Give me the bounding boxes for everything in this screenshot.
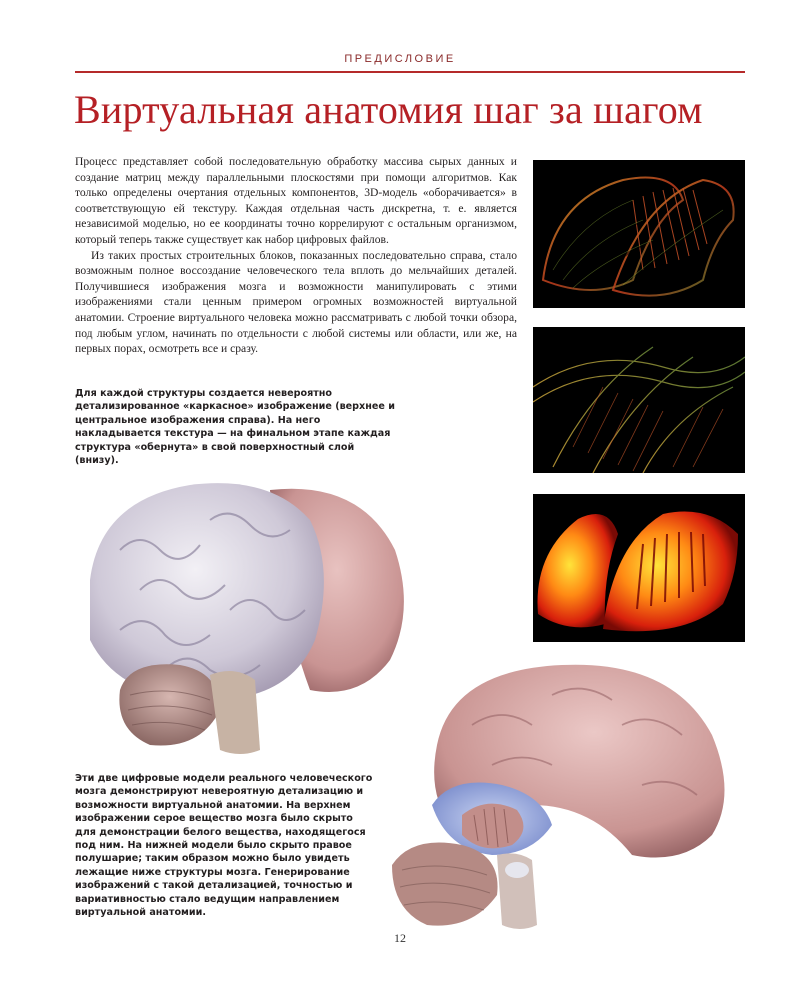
textured-image: [533, 494, 745, 642]
wireframe-image-middle: [533, 327, 745, 473]
header-rule: [75, 71, 745, 73]
section-label: ПРЕДИСЛОВИЕ: [344, 53, 456, 65]
wireframe-caption: Для каждой структуры создается невероятно детализированное «каркасное» изображение (верхнее и центральное изображения справа). На него накладывается текстура — на финальном этапе каждая структура «обернута» в свой поверхностный слой (внизу).: [75, 388, 395, 467]
page-title: Виртуальная анатомия шаг за шагом: [74, 87, 703, 132]
wireframe-image-top: [533, 160, 745, 308]
page-number: 12: [394, 931, 406, 945]
body-text: [75, 154, 517, 357]
brain-model-hemisphere: [392, 655, 752, 935]
brain-models-caption: Эти две цифровые модели реального человеческого мозга демонстрируют невероятную детализацию и возможности виртуальной анатомии. На верхнем изображении серое вещество мозга было скрыто для демонстрации белого вещества, находящегося под ним. На нижней модели было скрыто правое полушарие; таким образом можно было увидеть лежащие ниже структуры мозга. Генерирование изображений с такой детализацией, точностью и вариативностью стало ведущим направлением виртуальной анатомии.: [75, 773, 373, 919]
brain-model-white-matter: [60, 460, 420, 760]
body-paragraph-2: Из таких простых строительных блоков, показанных последовательно справа, стало возможным полное воссоздание человеческого тела вплоть до мельчайших деталей. Получившиеся изображения мозга и возможности манипулировать с этими изображениями стали ценным примером огромных возможностей виртуальной анатомии. Строение виртуального человека можно рассматривать с любой точки обзора, под любым углом, начинать по отдельности с любой системы или области, или же, на первых порах, осмотреть все и сразу.: [75, 248, 517, 356]
body-paragraph-1: Процесс представляет собой последовательную обработку массива сырых данных и создание матриц между параллельными плоскостями при помощи алгоритмов. Как только определены очертания отдельных компонентов, 3D-модель «оборачивается» в соответствующую ей текстуру. Каждая отдельная часть дискретна, т. е. является независимой моделью, но ее координаты точно коррелируют с остальным организмом, который теперь также существует как набор цифровых файлов.: [75, 155, 517, 246]
